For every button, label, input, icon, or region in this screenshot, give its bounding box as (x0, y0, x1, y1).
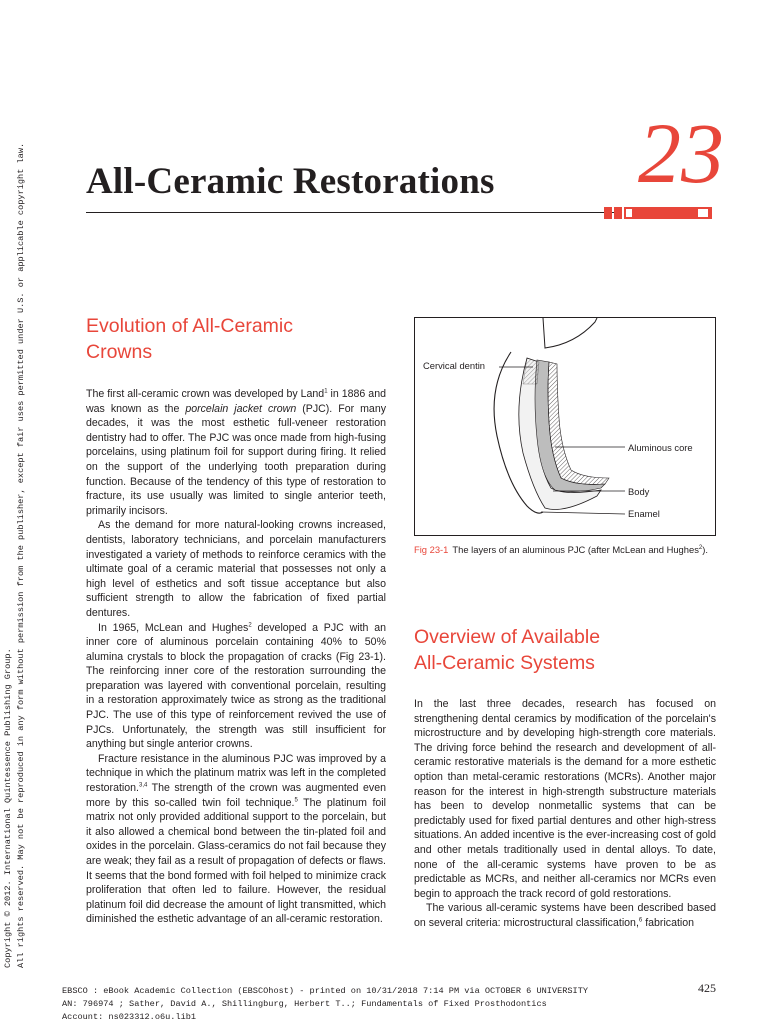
page-number: 425 (698, 981, 716, 995)
text-run: The strength of the crown was augmented even more by this so-called twin foil technique. (86, 782, 386, 809)
paragraph (414, 901, 716, 930)
copyright-line-1: Copyright © 2012. International Quintessence Publishing Group. (3, 648, 13, 968)
copyright-line-2: All rights reserved. May not be reproduced in any form without permission from the publisher, except fair uses permitted under U.S. or applicable copyright law. (16, 142, 26, 968)
label-enamel: Enamel (628, 508, 660, 519)
text-run: developed a PJC with an inner core of aluminous porcelain containing 40% to 50% alumina crystals to block the propagation of cracks (Fig 23-1). The reinforcing inner core of the restoration surrounding the preparation was layered with conventional porcelain, resulting in a restoration approximately twice as strong as the traditional PJC. The use of this type of reinforcement revived the use of PJCs. Unfortunately, the strength was still insufficient for anything but single anterior crowns. (86, 621, 386, 751)
paragraph: In the last three decades, research has focused on strengthening dental ceramics by modification of the porcelain's microstructure and by developing high-strength core materials. The driving force behind the research and development of all-ceramic restorative materials is the demand for a more esthetic option than metal-ceramic restorations (MCRs). Another major reason for the interest in high-strength substructure materials has been to develop nonmetallic systems that can be predictably used for fixed partial dentures and other high-stress situations. An added incentive is the ever-increasing cost of gold and other metals traditionally used in dental alloys. To date, none of the all-ceramic systems have proven to be as predictable as MCRs, and neither all-ceramics nor MCRs even begin to approach the track record of gold restorations. (414, 698, 716, 900)
copyright-notice (0, 0, 40, 1024)
text-run: Fracture resistance in the aluminous PJC was improved by a technique in which the platinum matrix was left in the completed restoration. (86, 752, 386, 795)
figure-caption (414, 544, 734, 555)
term: porcelain jacket crown (185, 402, 297, 415)
heading-line: Evolution of All-Ceramic (86, 315, 293, 337)
paragraph (86, 621, 386, 752)
text-run: fabrication (642, 916, 695, 929)
section-heading-overview (414, 624, 600, 676)
chapter-title: All-Ceramic Restorations (86, 161, 495, 202)
paragraph (86, 752, 386, 927)
citation: 5 (294, 797, 298, 804)
caption-text: ). (702, 544, 708, 555)
citation: 6 (638, 917, 643, 924)
citation: 1 (324, 388, 328, 395)
label-cervical-dentin: Cervical dentin (423, 360, 486, 371)
footer-line: AN: 796974 ; Sather, David A., Shillingburg, Herbert T..; Fundamentals of Fixed Prosthodontics (62, 998, 547, 1009)
label-body: Body (628, 486, 650, 497)
right-column (414, 697, 716, 931)
text-run: The platinum foil matrix not only provided additional support to the porcelain, but it also allowed a chemical bond between the tin-plated foil and oxides in the porcelain. Glass-ceramics do not fail because they are weak; they fail as a result of propagation of defects or flaws. It seems that the bond formed with foil helped to minimize crack proliferation that often led to failure. However, the residual platinum foil did decrease the amount of light transmitted, which diminished the esthetic advantage of an all-ceramic restoration. (86, 796, 386, 926)
chapter-rule (86, 212, 616, 213)
text-run: In 1965, McLean and Hughes (98, 621, 249, 634)
label-aluminous-core: Aluminous core (628, 442, 693, 453)
text-run: The various all-ceramic systems have been described based on several criteria: microstructural classification, (414, 902, 716, 929)
caption-text: The layers of an aluminous PJC (after McLean and Hughes (452, 544, 699, 555)
citation: 2 (248, 621, 252, 628)
heading-line: Overview of Available (414, 626, 601, 648)
footer-line: EBSCO : eBook Academic Collection (EBSCOhost) - printed on 10/31/2018 7:14 PM via OCTOBER 6 UNIVERSITY (62, 986, 589, 996)
chapter-ornament (604, 205, 714, 221)
citation: 2 (698, 544, 703, 551)
text-run: (PJC). For many decades, it was the most esthetic full-veneer restoration dentistry had to offer. The PJC was once made from high-fusing porcelains, using platinum foil for support during firing. It relied on the support of the underlying tooth preparation during function. Because of the tendency of this type of restoration to fracture, its use usually was limited to single anterior teeth, primarily incisors. (86, 402, 387, 517)
paragraph: As the demand for more natural-looking crowns increased, dentists, laboratory technicians, and porcelain manufacturers investigated a variety of methods to reinforce ceramics with the ultimate goal of a ceramic material that possesses not only a high level of esthetics and soft tissue acceptance but also sufficient strength to allow the fabrication of fixed partial dentures. (86, 519, 386, 619)
pjc-diagram (415, 318, 715, 535)
ebsco-footer (62, 985, 622, 1023)
text-run: in 1886 and was known as the (86, 388, 386, 415)
section-heading-evolution (86, 313, 293, 365)
citation: 3,4 (139, 782, 148, 789)
paragraph (86, 387, 386, 518)
text-run: The first all-ceramic crown was developed by Land (86, 388, 325, 400)
heading-line: Crowns (86, 341, 153, 363)
chapter-number: 23 (638, 105, 724, 201)
left-column (86, 387, 386, 927)
figure-number: Fig 23-1 (414, 544, 449, 555)
figure-pjc-layers (414, 317, 716, 536)
heading-line: All-Ceramic Systems (414, 652, 595, 674)
footer-line: Account: ns023312.o6u.lib1 (62, 1011, 197, 1022)
